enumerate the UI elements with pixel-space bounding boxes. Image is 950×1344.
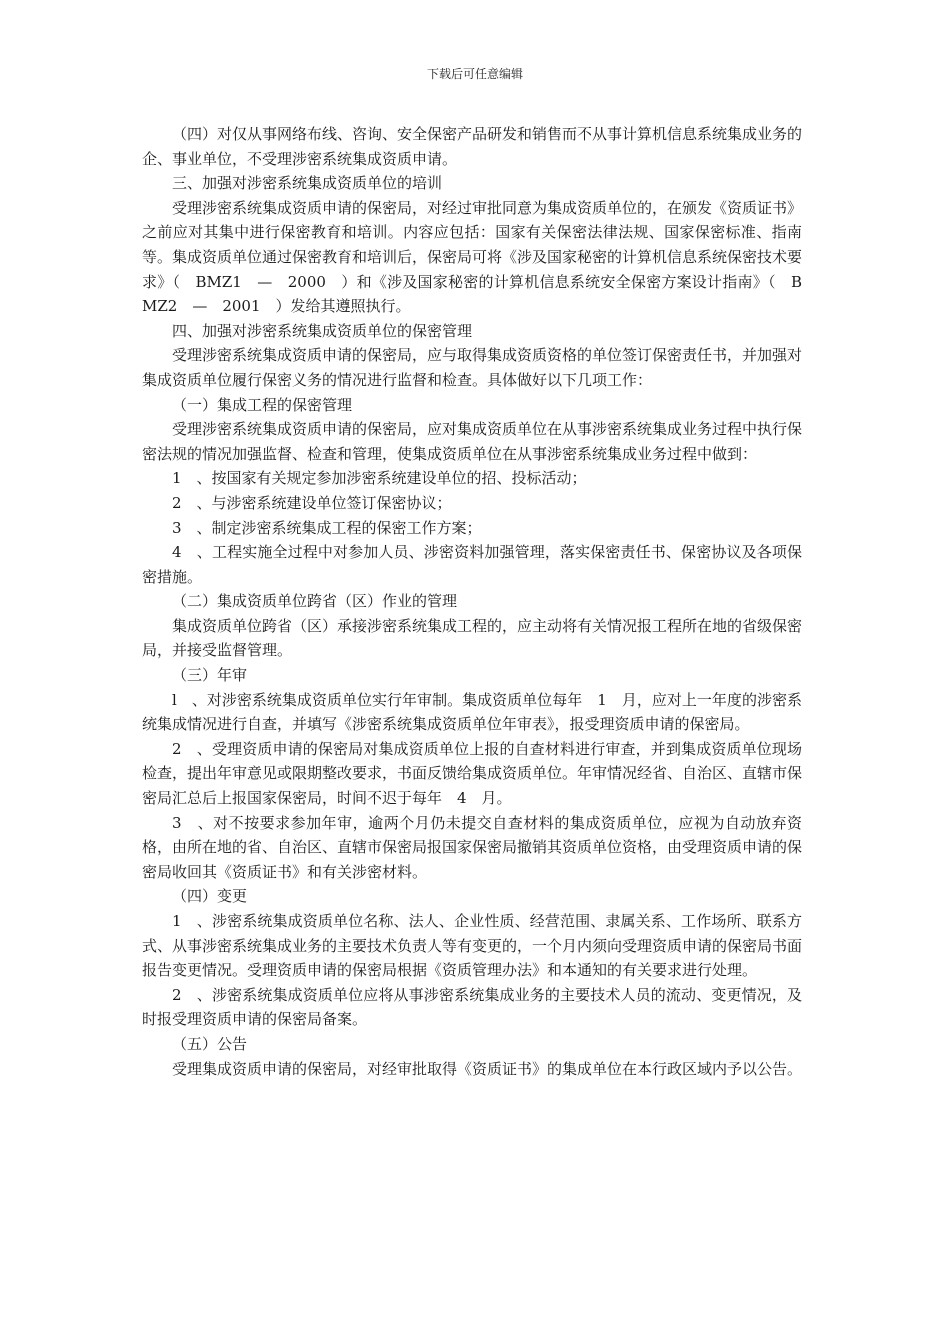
paragraph-engineering: 受理涉密系统集成资质申请的保密局，应对集成资质单位在从事涉密系统集成业务过程中执行保密法规的情况加强监督、检查和管理，使集成资质单位在从事涉密系统集成业务过程中做到： xyxy=(142,420,803,463)
subheading-1: （一）集成工程的保密管理 xyxy=(172,395,353,414)
paragraph-management: 受理涉密系统集成资质申请的保密局，应与取得集成资质资格的单位签订保密责任书，并加强对集成资质单位履行保密义务的情况进行监督和检查。具体做好以下几项工作： xyxy=(142,346,803,389)
section-heading-3: 三、加强对涉密系统集成资质单位的培训 xyxy=(172,174,443,193)
paragraph-4-item: （四）对仅从事网络布线、咨询、安全保密产品研发和销售而不从事计算机信息系统集成业务的企、事业单位，不受理涉密系统集成资质申请。 xyxy=(142,125,803,168)
change-item-2: 2 、涉密系统集成资质单位应将从事涉密系统集成业务的主要技术人员的流动、变更情况，及时报受理资质申请的保密局备案。 xyxy=(142,985,802,1029)
section-heading-4: 四、加强对涉密系统集成资质单位的保密管理 xyxy=(172,321,473,340)
paragraph-training: 受理涉密系统集成资质申请的保密局，对经过审批同意为集成资质单位的，在颁发《资质证书》之前应对其集中进行保密教育和培训。内容应包括：国家有关保密法律法规、国家保密标准、指南等。集成资质单位通过保密教育和培训后，保密局可将《涉及国家秘密的计算机信息系统保密技术要求》（ BMZ1 — 2000 ）和《涉及国家秘密的计算机信息系统安全保密方案设计指南》（ BMZ2 — 2001 ）发给其遵照执行。 xyxy=(142,198,803,316)
subheading-2: （二）集成资质单位跨省（区）作业的管理 xyxy=(172,592,458,611)
paragraph-announcement: 受理集成资质申请的保密局，对经审批取得《资质证书》的集成单位在本行政区域内予以公告。 xyxy=(172,1059,803,1078)
annual-review-item-1: l 、对涉密系统集成资质单位实行年审制。集成资质单位每年 1 月，应对上一年度的涉密系统集成情况进行自查，并填写《涉密系统集成资质单位年审表》，报受理资质申请的保密局。 xyxy=(142,690,802,734)
change-item-1: 1 、涉密系统集成资质单位名称、法人、企业性质、经营范围、隶属关系、工作场所、联系方式、从事涉密系统集成业务的主要技术负责人等有变更的，一个月内须向受理资质申请的保密局书面报告变更情况。受理资质申请的保密局根据《资质管理办法》和本通知的有关要求进行处理。 xyxy=(142,912,803,980)
page-header: 下载后可任意编辑 xyxy=(426,67,523,81)
list-item-1: 1 、按国家有关规定参加涉密系统建设单位的招、投标活动； xyxy=(172,469,587,488)
document-body xyxy=(142,122,802,1081)
annual-review-item-2: 2 、受理资质申请的保密局对集成资质单位上报的自查材料进行审查，并到集成资质单位现场检查，提出年审意见或限期整改要求，书面反馈给集成资质单位。年审情况经省、自治区、直辖市保密局汇总后上报国家保密局，时间不迟于每年 4 月。 xyxy=(142,739,803,808)
list-item-4: 4 、工程实施全过程中对参加人员、涉密资料加强管理，落实保密责任书、保密协议及各项保密措施。 xyxy=(142,543,802,586)
subheading-5: （五）公告 xyxy=(172,1034,248,1053)
list-item-2: 2 、与涉密系统建设单位签订保密协议； xyxy=(172,493,452,512)
annual-review-item-3: 3 、对不按要求参加年审，逾两个月仍未提交自查材料的集成资质单位，应视为自动放弃资格，由所在地的省、自治区、直辖市保密局报国家保密局撤销其资质单位资格，由受理资质申请的保密局收回其《资质证书》和有关涉密材料。 xyxy=(142,813,803,881)
paragraph-cross-province: 集成资质单位跨省（区）承接涉密系统集成工程的，应主动将有关情况报工程所在地的省级保密局，并接受监督管理。 xyxy=(142,616,803,660)
list-item-3: 3 、制定涉密系统集成工程的保密工作方案； xyxy=(172,518,482,537)
subheading-3: （三）年审 xyxy=(172,666,248,685)
subheading-4: （四）变更 xyxy=(172,887,248,906)
